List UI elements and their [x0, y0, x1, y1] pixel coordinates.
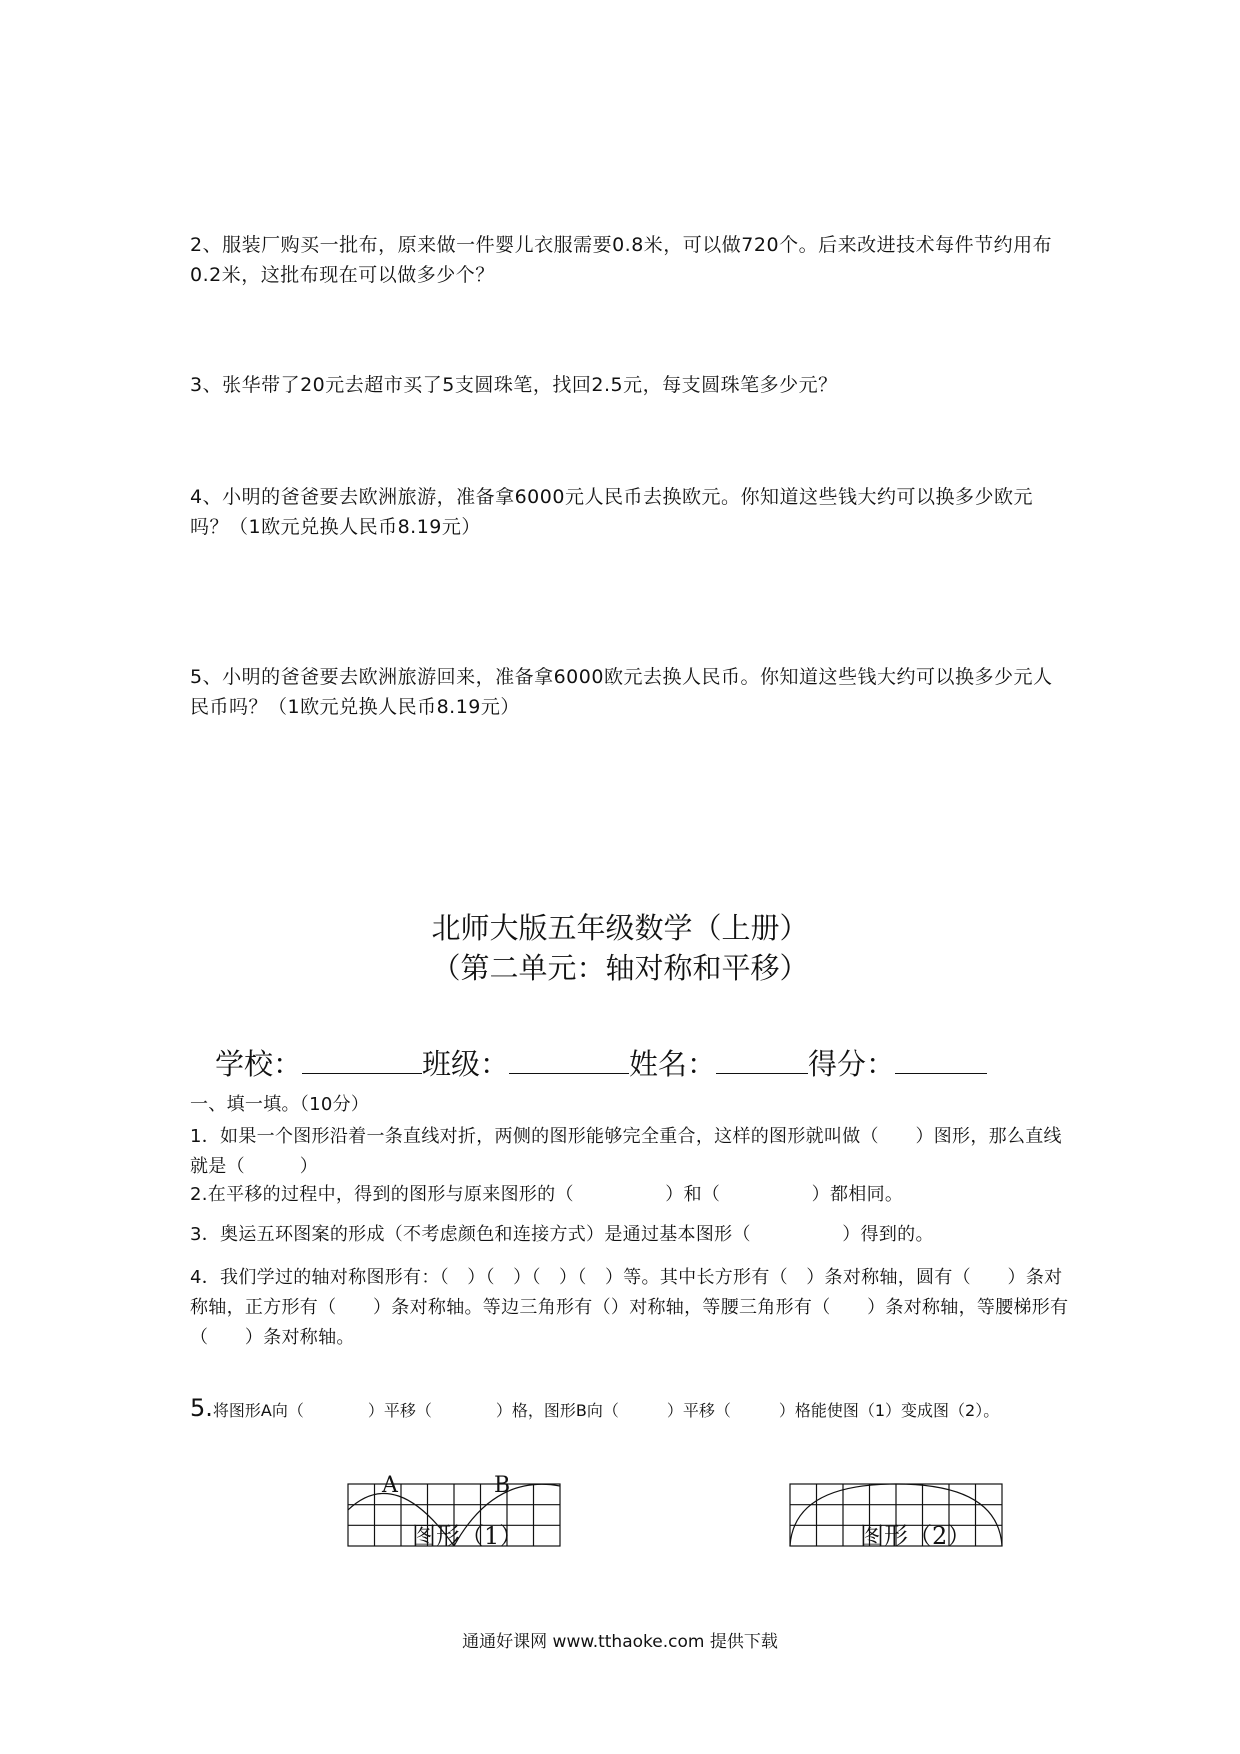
section1-heading: 一、填一填。（10分）: [190, 1094, 370, 1115]
fill-item-2: 2.在平移的过程中，得到的图形与原来图形的（ ）和（ ）都相同。: [190, 1184, 904, 1205]
school-label: 学校：: [215, 1047, 303, 1081]
figure-1-label: 图形（1）: [412, 1522, 524, 1550]
name-blank[interactable]: [716, 1047, 808, 1074]
score-blank[interactable]: [895, 1047, 987, 1074]
fill-item-3: 3．奥运五环图案的形成（不考虑颜色和连接方式）是通过基本图形（ ）得到的。: [190, 1224, 934, 1245]
class-blank[interactable]: [509, 1047, 629, 1074]
word-problem-4: 4、小明的爸爸要去欧洲旅游，准备拿6000元人民币去换欧元。你知道这些钱大约可以换多少欧元吗？（1欧元兑换人民币8.19元）: [190, 486, 1033, 538]
exam-title: 北师大版五年级数学（上册）: [431, 911, 809, 945]
figure-2-label: 图形（2）: [860, 1522, 972, 1550]
word-problem-3: 3、张华带了20元去超市买了5支圆珠笔，找回2.5元，每支圆珠笔多少元？: [190, 374, 838, 396]
word-problem-2: 2、服装厂购买一批布，原来做一件婴儿衣服需要0.8米，可以做720个。后来改进技术每件节约用布0.2米，这批布现在可以做多少个？: [190, 234, 1053, 286]
fill-item-5: [190, 1394, 999, 1422]
figure-2-grid: [786, 1470, 1006, 1550]
fill-item-5-number: 5.: [190, 1394, 213, 1422]
word-problem-5: 5、小明的爸爸要去欧洲旅游回来，准备拿6000欧元去换人民币。你知道这些钱大约可以换多少元人民币吗？（1欧元兑换人民币8.19元）: [190, 666, 1053, 718]
exam-subtitle: （第二单元：轴对称和平移）: [431, 951, 809, 985]
fill-item-5-text: 将图形A向（ ）平移（ ）格，图形B向（ ）平移（ ）格能使图（1）变成图（2）。: [212, 1401, 1000, 1420]
footer-watermark: 通通好课网 www.tthaoke.com 提供下载: [462, 1632, 778, 1652]
label-b: B: [494, 1473, 511, 1498]
name-label: 姓名：: [629, 1047, 717, 1081]
fill-item-4: 4．我们学过的轴对称图形有：（ ）（ ）（ ）（ ）等。其中长方形有（ ）条对称轴，圆有（ ）条对称轴，正方形有（ ）条对称轴。等边三角形有（）对称轴，等腰三角形有（ ）条对称轴，等腰梯形有（ ）条对称轴。: [190, 1267, 1069, 1348]
school-blank[interactable]: [302, 1047, 422, 1074]
fill-item-1: 1．如果一个图形沿着一条直线对折，两侧的图形能够完全重合，这样的图形就叫做（ ）图形，那么直线就是（ ）: [190, 1126, 1062, 1177]
label-a: A: [382, 1473, 398, 1498]
score-label: 得分：: [808, 1047, 896, 1081]
class-label: 班级：: [422, 1047, 510, 1081]
figure-1-grid: [344, 1470, 564, 1550]
student-info-line: [215, 1042, 987, 1083]
